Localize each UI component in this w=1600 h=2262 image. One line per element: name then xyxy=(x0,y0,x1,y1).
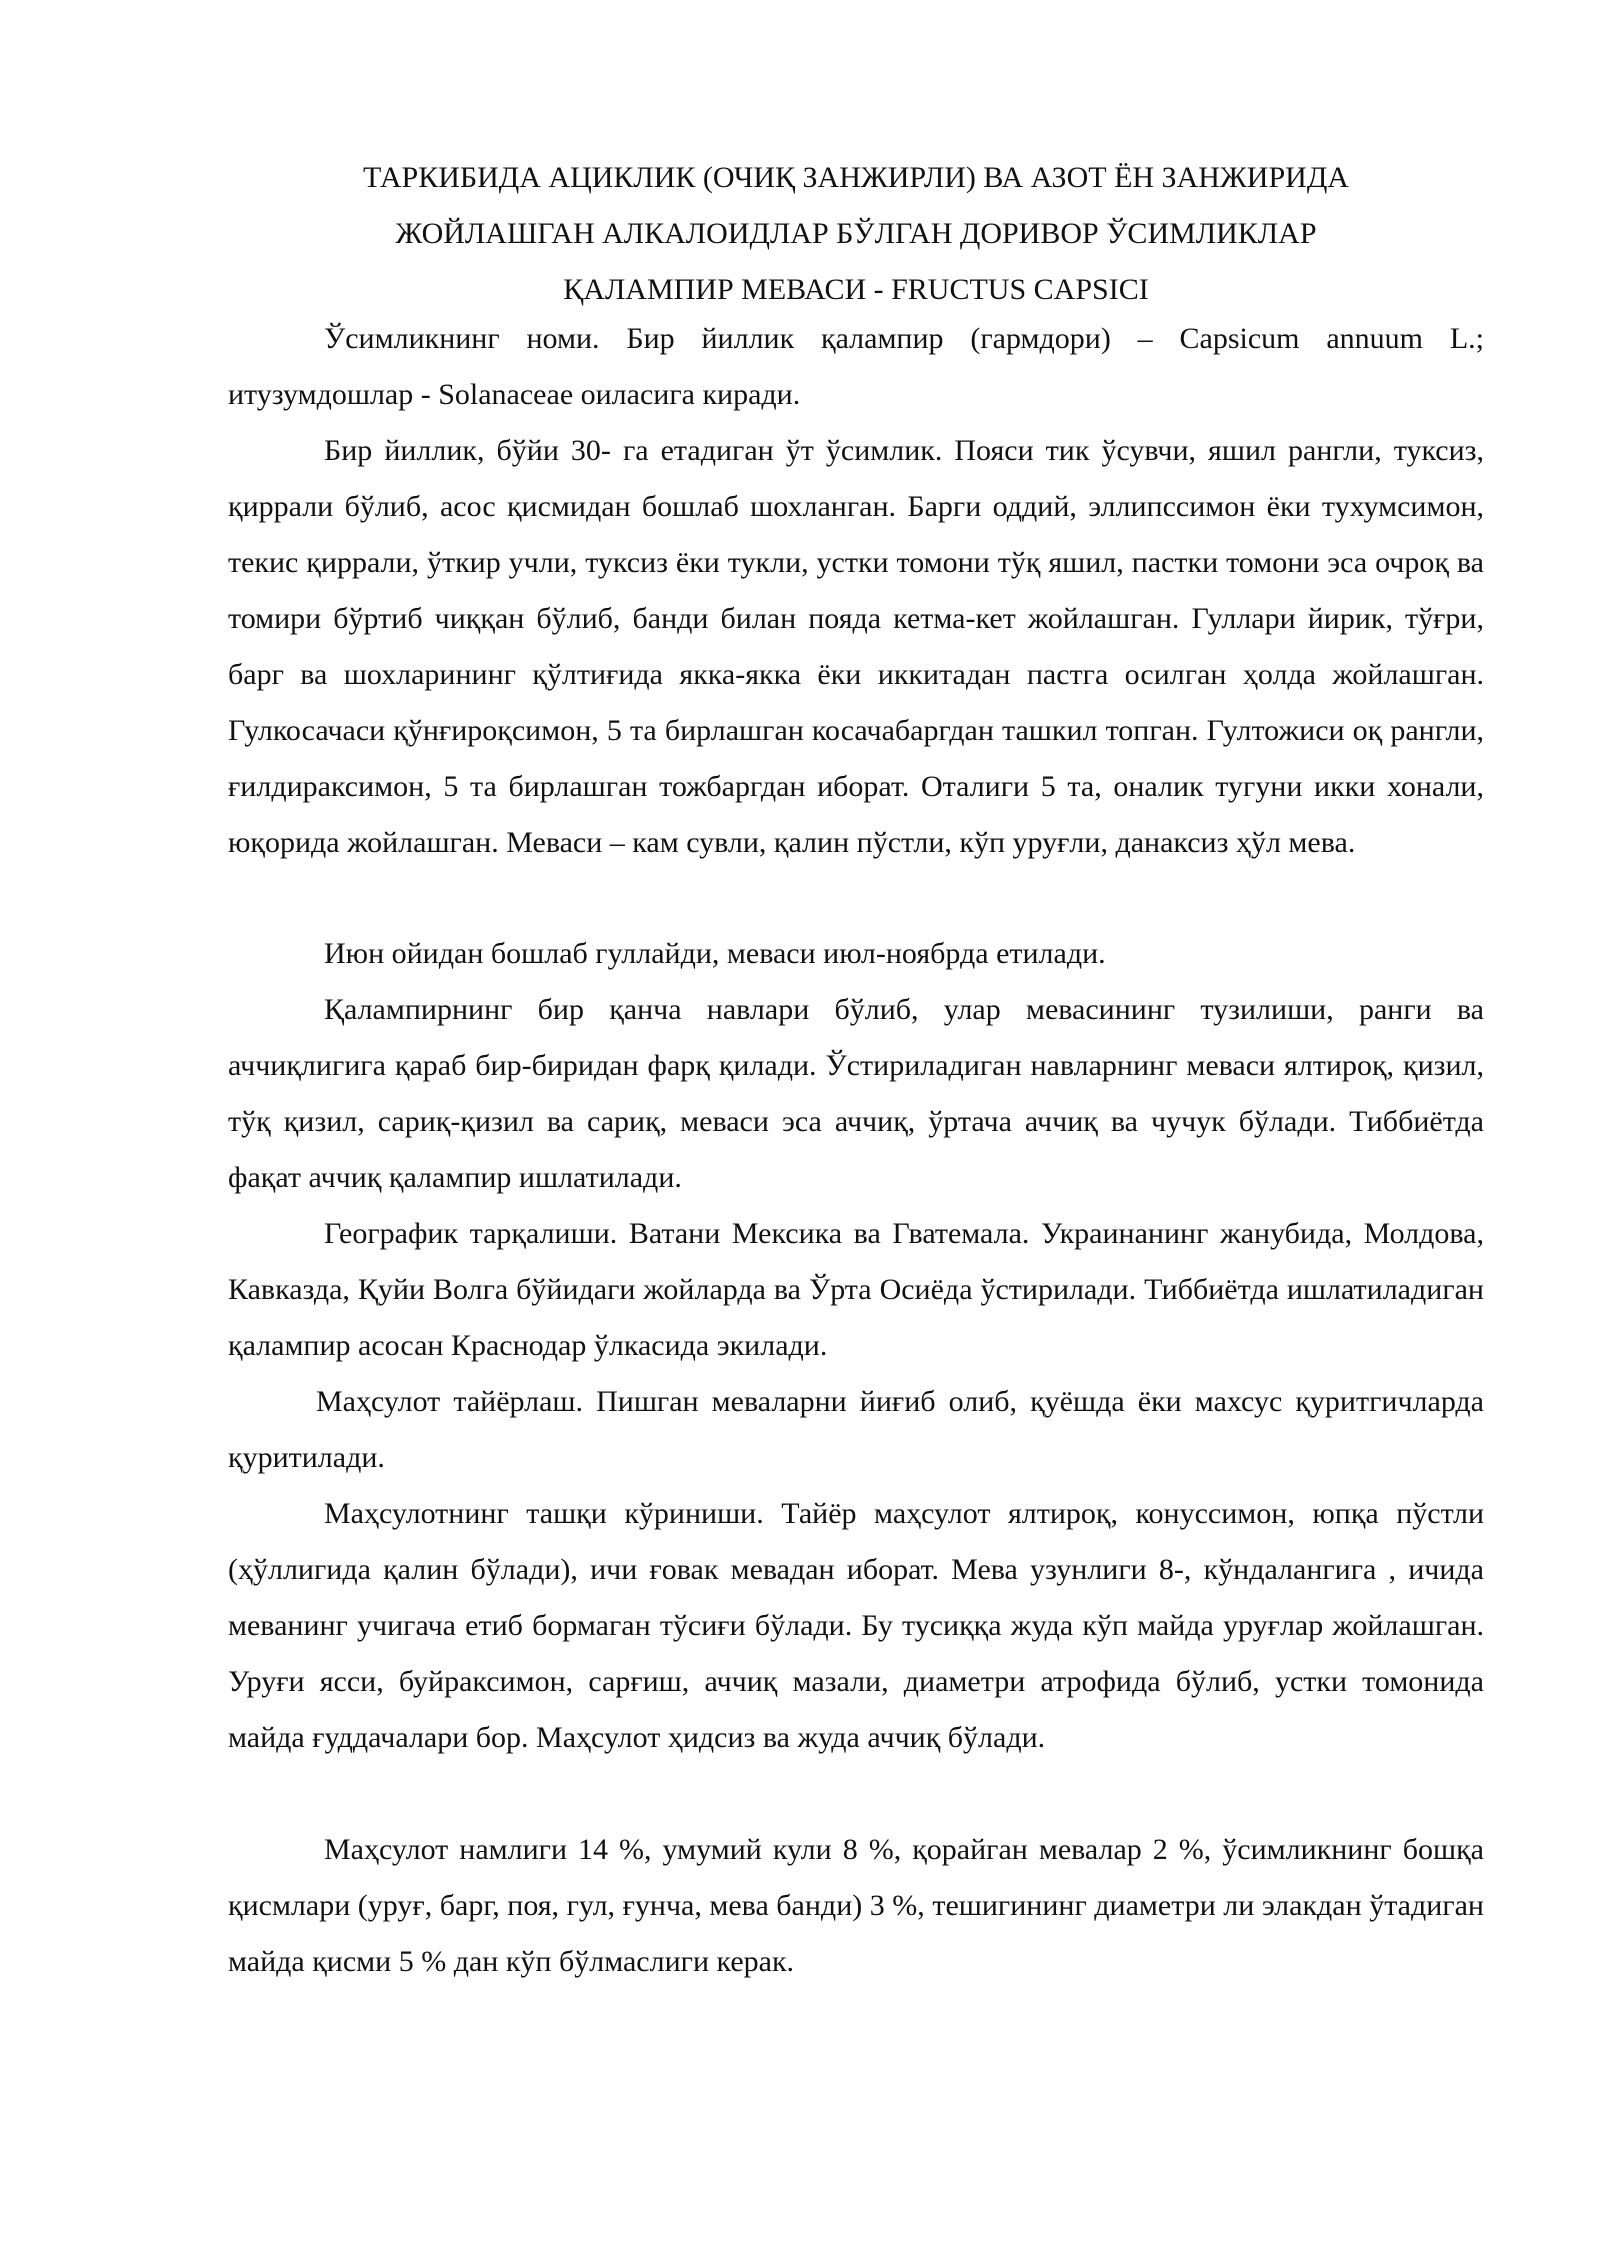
heading-line-2: ЖОЙЛАШГАН АЛКАЛОИДЛАР БЎЛГАН ДОРИВОР ЎСИМЛИКЛАР xyxy=(395,217,1317,250)
paragraph-flowering: Июн ойидан бошлаб гуллайди, меваси июл-ноябрда етилади. xyxy=(324,937,1106,970)
paragraph-distribution: Географик тарқалиши. Ватани Мексика ва Гватемала. Украинанинг жанубида, Молдова, Кавказда, Қуйи Волга бўйидаги жойларда ва Ўрта Осиёда ўстирилади. Тиббиётда ишлатиладиган қалампир асосан Краснодар ўлкасида экилади. xyxy=(228,1217,1484,1362)
paragraph-plant-name: Ўсимликнинг номи. Бир йиллик қалампир (гармдори) – Capsicum annuum L.; итузумдошлар - Solanaceae оиласига киради. xyxy=(228,322,1484,411)
paragraph-appearance: Маҳсулотнинг ташқи кўриниши. Тайёр маҳсулот ялтироқ, конуссимон, юпқа пўстли (ҳўллигида қалин бўлади), ичи ғовак мевадан иборат. Мева узунлиги 8-, кўндалангига , ичида меванинг учигача етиб бормаган тўсиғи бўлади. Бу тусиққа жуда кўп майда уруғлар жойлашган. Уруғи ясси, буйраксимон, сарғиш, аччиқ мазали, диаметри атрофида бўлиб, устки томонида майда ғуддачалари бор. Маҳсулот ҳидсиз ва жуда аччиқ бўлади. xyxy=(228,1497,1484,1754)
heading-line-1: ТАРКИБИДА АЦИКЛИК (ОЧИҚ ЗАНЖИРЛИ) ВА АЗОТ ЁН ЗАНЖИРИДА xyxy=(363,161,1349,194)
paragraph-description: Бир йиллик, бўйи 30- га етадиган ўт ўсимлик. Пояси тик ўсувчи, яшил рангли, туксиз, қиррали бўлиб, асос қисмидан бошлаб шохланган. Барги оддий, эллипссимон ёки тухумсимон, текис қиррали, ўткир учли, туксиз ёки тукли, устки томони тўқ яшил, пастки томони эса очроқ ва томири бўртиб чиққан бўлиб, банди билан пояда кетма-кет жойлашган. Гуллари йирик, тўғри, барг ва шохларининг қўлтиғида якка-якка ёки иккитадан пастга осилган ҳолда жойлашган. Гулкосачаси қўнғироқсимон, 5 та бирлашган косачабаргдан ташкил топган. Гултожиси оқ рангли, ғилдираксимон, 5 та бирлашган тожбаргдан иборат. Оталиги 5 та, оналик тугуни икки хонали, юқорида жойлашган. Меваси – кам сувли, қалин пўстли, кўп уруғли, данаксиз ҳўл мева. xyxy=(228,434,1484,859)
paragraph-quality: Маҳсулот намлиги 14 %, умумий кули 8 %, қорайган мевалар 2 %, ўсимликнинг бошқа қисмлари (уруғ, барг, поя, гул, ғунча, мева банди) 3 %, тешигининг диаметри ли элакдан ўтадиган майда қисми 5 % дан кўп бўлмаслиги керак. xyxy=(228,1833,1484,1978)
paragraph-preparation: Маҳсулот тайёрлаш. Пишган меваларни йиғиб олиб, қуёшда ёки махсус қуритгичларда қуритилади. xyxy=(228,1385,1484,1474)
heading-line-3: ҚАЛАМПИР МЕВАСИ - FRUCTUS CAPSICI xyxy=(563,273,1149,306)
document-heading xyxy=(228,150,1484,318)
paragraph-varieties: Қалампирнинг бир қанча навлари бўлиб, улар мевасининг тузилиши, ранги ва аччиқлигига қараб бир-биридан фарқ қилади. Ўстириладиган навларнинг меваси ялтироқ, қизил, тўқ қизил, сариқ-қизил ва сариқ, меваси эса аччиқ, ўртача аччиқ ва чучук бўлади. Тиббиётда фақат аччиқ қалампир ишлатилади. xyxy=(228,993,1484,1194)
